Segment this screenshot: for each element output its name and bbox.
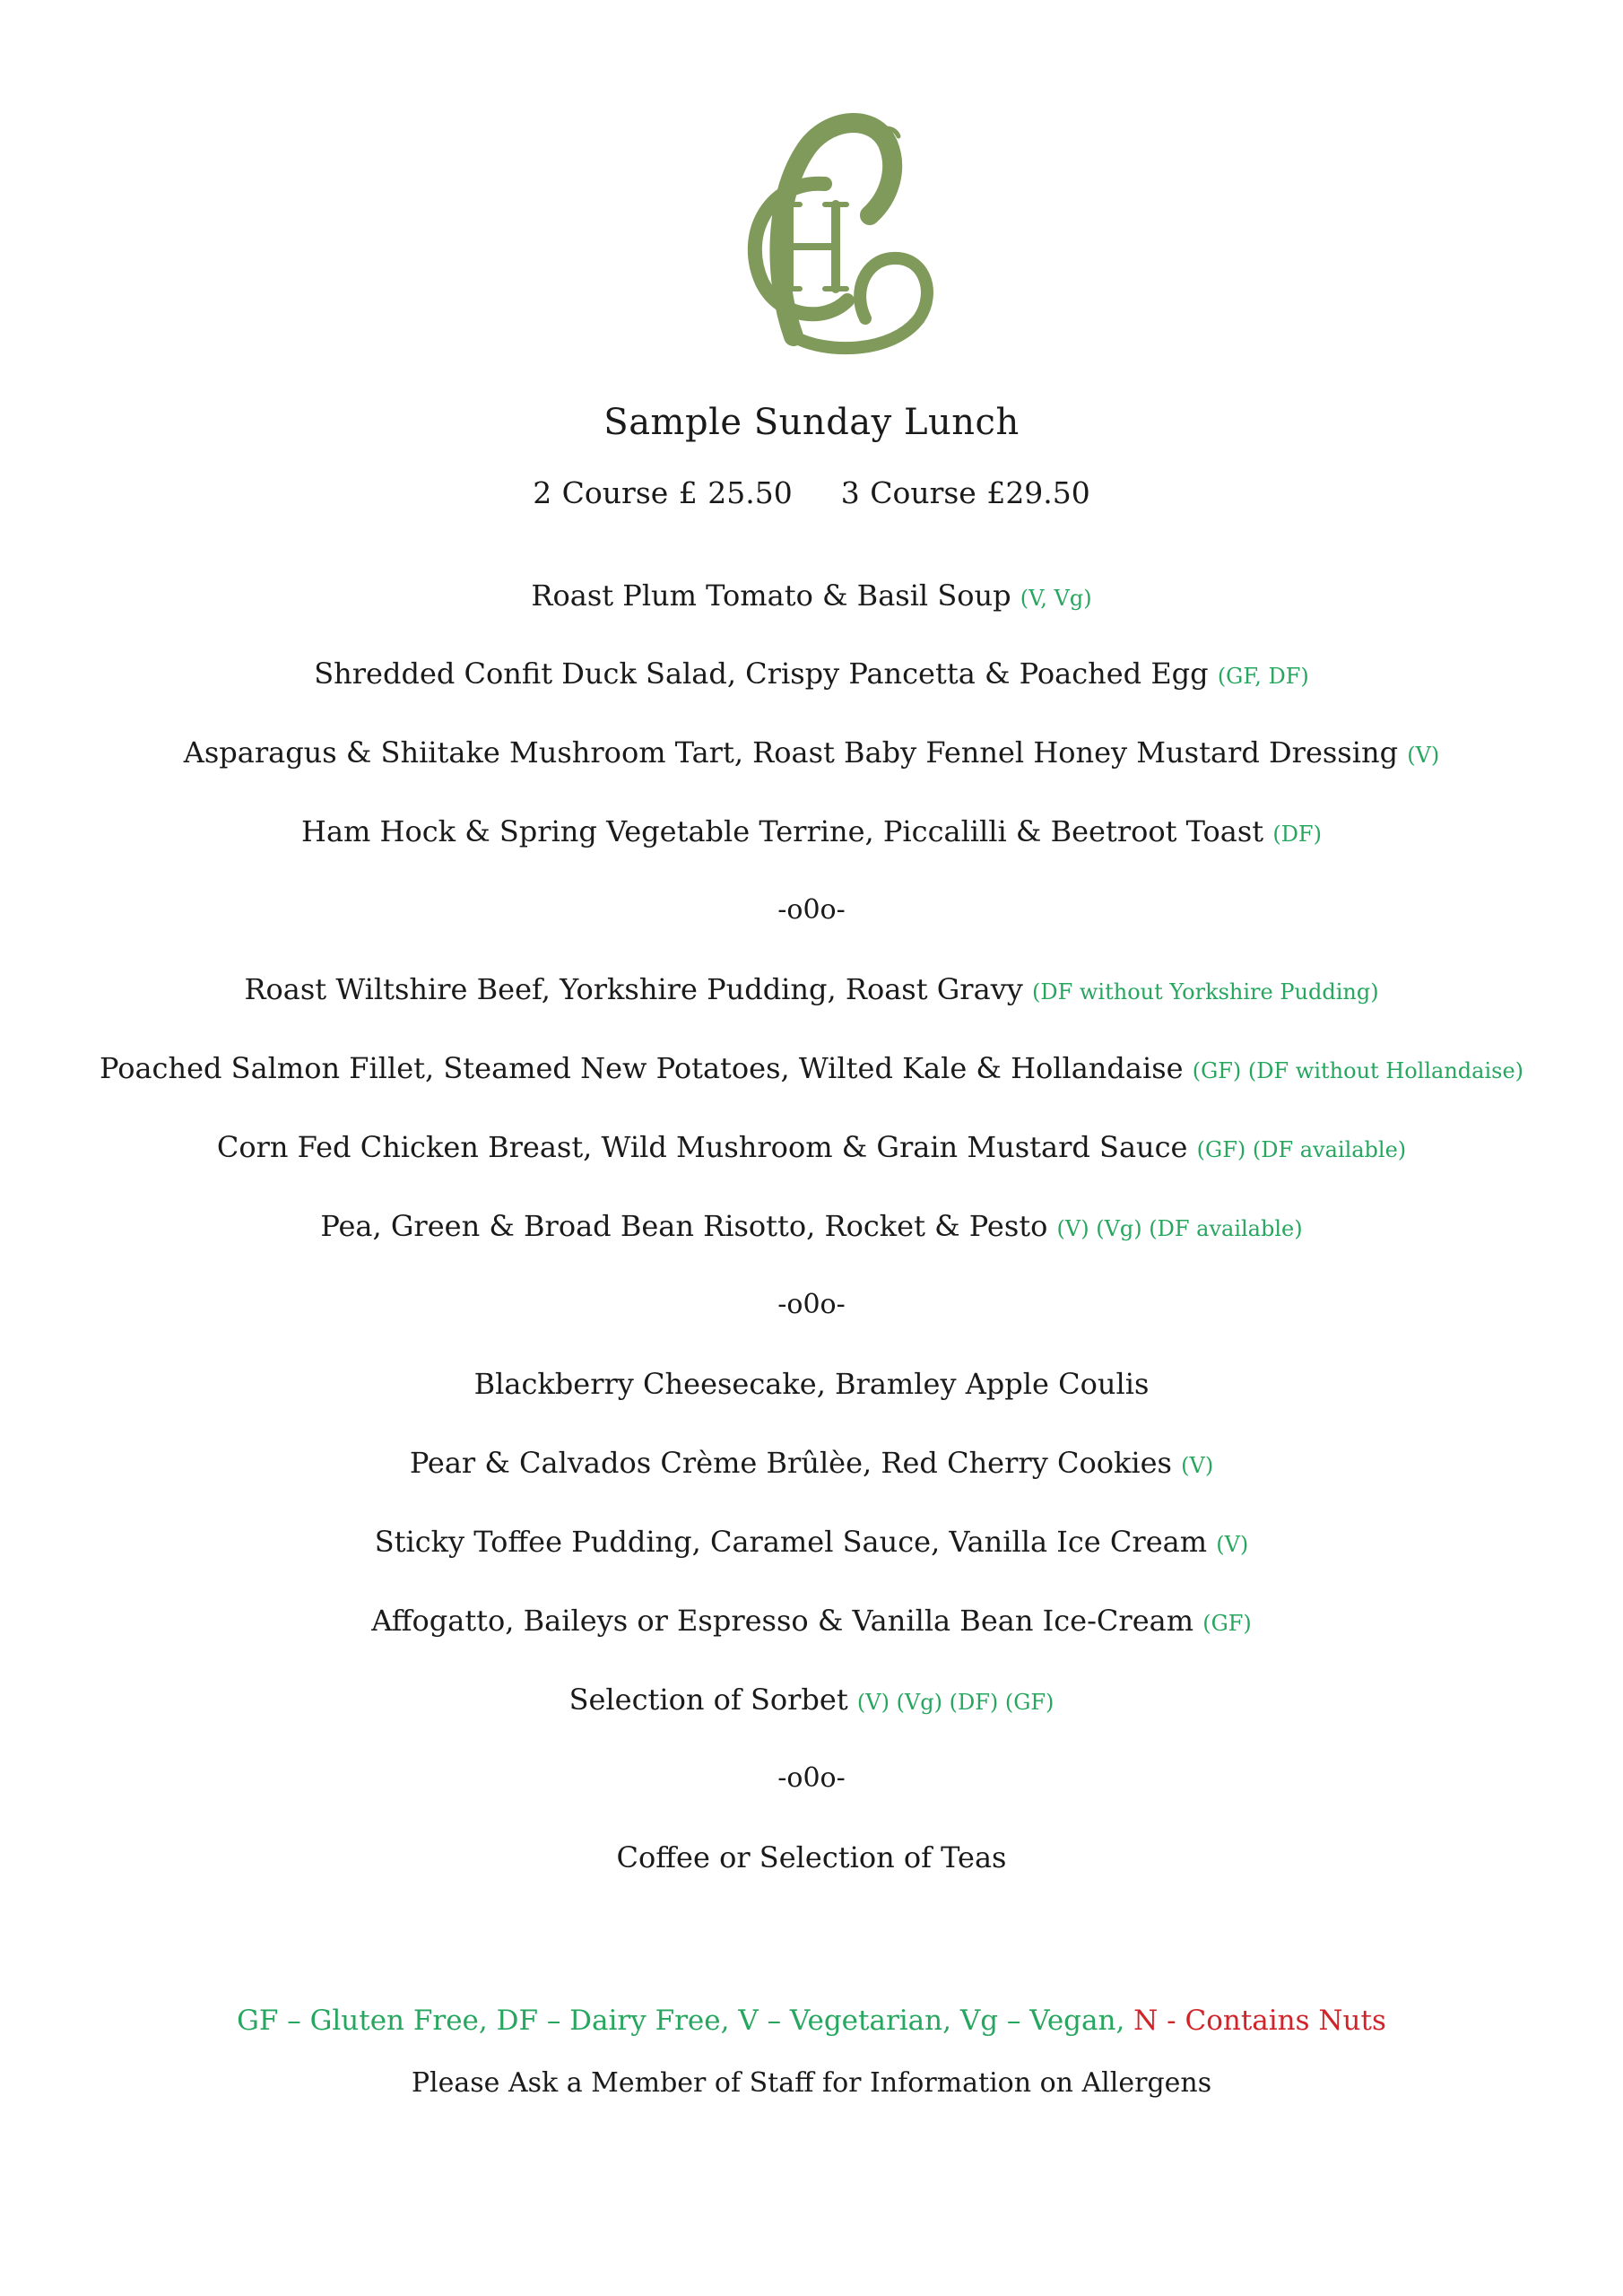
menu-item <box>0 1525 1623 1559</box>
dietary-tags: (V, Vg) <box>1020 586 1092 611</box>
dish-name: Coffee or Selection of Teas <box>616 1840 1007 1874</box>
course-separator: -o0o- <box>777 1289 846 1320</box>
allergen-note: Please Ask a Member of Staff for Information on Allergens <box>411 2067 1212 2099</box>
course-separator: -o0o- <box>777 1762 846 1794</box>
dish-name: Ham Hock & Spring Vegetable Terrine, Piccalilli & Beetroot Toast <box>301 814 1264 848</box>
course-separator: -o0o- <box>777 894 846 926</box>
menu-item <box>0 735 1623 770</box>
dietary-tags: (V) (Vg) (DF available) <box>1056 1216 1303 1241</box>
dietary-tags: (GF, DF) <box>1217 664 1309 689</box>
menu-item <box>0 1130 1623 1164</box>
menu-item <box>0 1683 1623 1717</box>
dish-name: Roast Wiltshire Beef, Yorkshire Pudding, Roast Gravy <box>244 972 1023 1006</box>
page-title: Sample Sunday Lunch <box>603 402 1020 443</box>
dietary-tags: (GF) <box>1202 1611 1252 1636</box>
ch-monogram-logo-icon <box>690 99 942 359</box>
price-line <box>0 475 1623 510</box>
dietary-legend <box>0 2005 1623 2037</box>
dish-name: Blackberry Cheesecake, Bramley Apple Coulis <box>473 1367 1150 1401</box>
dietary-tags: (GF) (DF available) <box>1196 1137 1407 1162</box>
dish-name: Pear & Calvados Crème Brûlèe, Red Cherry Cookies <box>409 1446 1172 1480</box>
dish-name: Poached Salmon Fillet, Steamed New Potatoes, Wilted Kale & Hollandaise <box>99 1051 1184 1085</box>
dietary-tags: (V) <box>1407 743 1440 768</box>
three-course-price: 3 Course £29.50 <box>840 475 1090 510</box>
nuts-key: N - Contains Nuts <box>1133 2005 1386 2037</box>
menu-item <box>0 972 1623 1006</box>
menu-item <box>0 1604 1623 1638</box>
dietary-tags: (V) (Vg) (DF) (GF) <box>856 1690 1055 1715</box>
dish-name: Roast Plum Tomato & Basil Soup <box>531 578 1011 613</box>
dish-name: Shredded Confit Duck Salad, Crispy Pancetta & Poached Egg <box>314 657 1209 691</box>
dish-name: Sticky Toffee Pudding, Caramel Sauce, Vanilla Ice Cream <box>374 1525 1208 1559</box>
menu-item <box>0 1051 1623 1085</box>
dish-name: Corn Fed Chicken Breast, Wild Mushroom & Grain Mustard Sauce <box>216 1130 1188 1164</box>
menu-item <box>0 1367 1623 1401</box>
dietary-tags: (DF) <box>1272 822 1322 847</box>
menu-item <box>0 1446 1623 1480</box>
dish-name: Asparagus & Shiitake Mushroom Tart, Roast Baby Fennel Honey Mustard Dressing <box>183 735 1399 770</box>
menu-item <box>0 657 1623 691</box>
menu-item <box>0 1840 1623 1874</box>
dish-name: Selection of Sorbet <box>568 1683 848 1717</box>
dish-name: Pea, Green & Broad Bean Risotto, Rocket & Pesto <box>320 1209 1048 1243</box>
dietary-key: GF – Gluten Free, DF – Dairy Free, V – Vegetarian, Vg – Vegan, <box>237 2005 1125 2037</box>
dietary-tags: (DF without Yorkshire Pudding) <box>1032 979 1379 1004</box>
menu-item <box>0 578 1623 613</box>
menu-item <box>0 1209 1623 1243</box>
menu-item <box>0 814 1623 848</box>
dietary-tags: (V) <box>1216 1532 1249 1557</box>
dietary-tags: (V) <box>1181 1453 1214 1478</box>
two-course-price: 2 Course £ 25.50 <box>533 475 793 510</box>
dish-name: Affogatto, Baileys or Espresso & Vanilla Bean Ice-Cream <box>371 1604 1194 1638</box>
dietary-tags: (GF) (DF without Hollandaise) <box>1192 1058 1524 1083</box>
